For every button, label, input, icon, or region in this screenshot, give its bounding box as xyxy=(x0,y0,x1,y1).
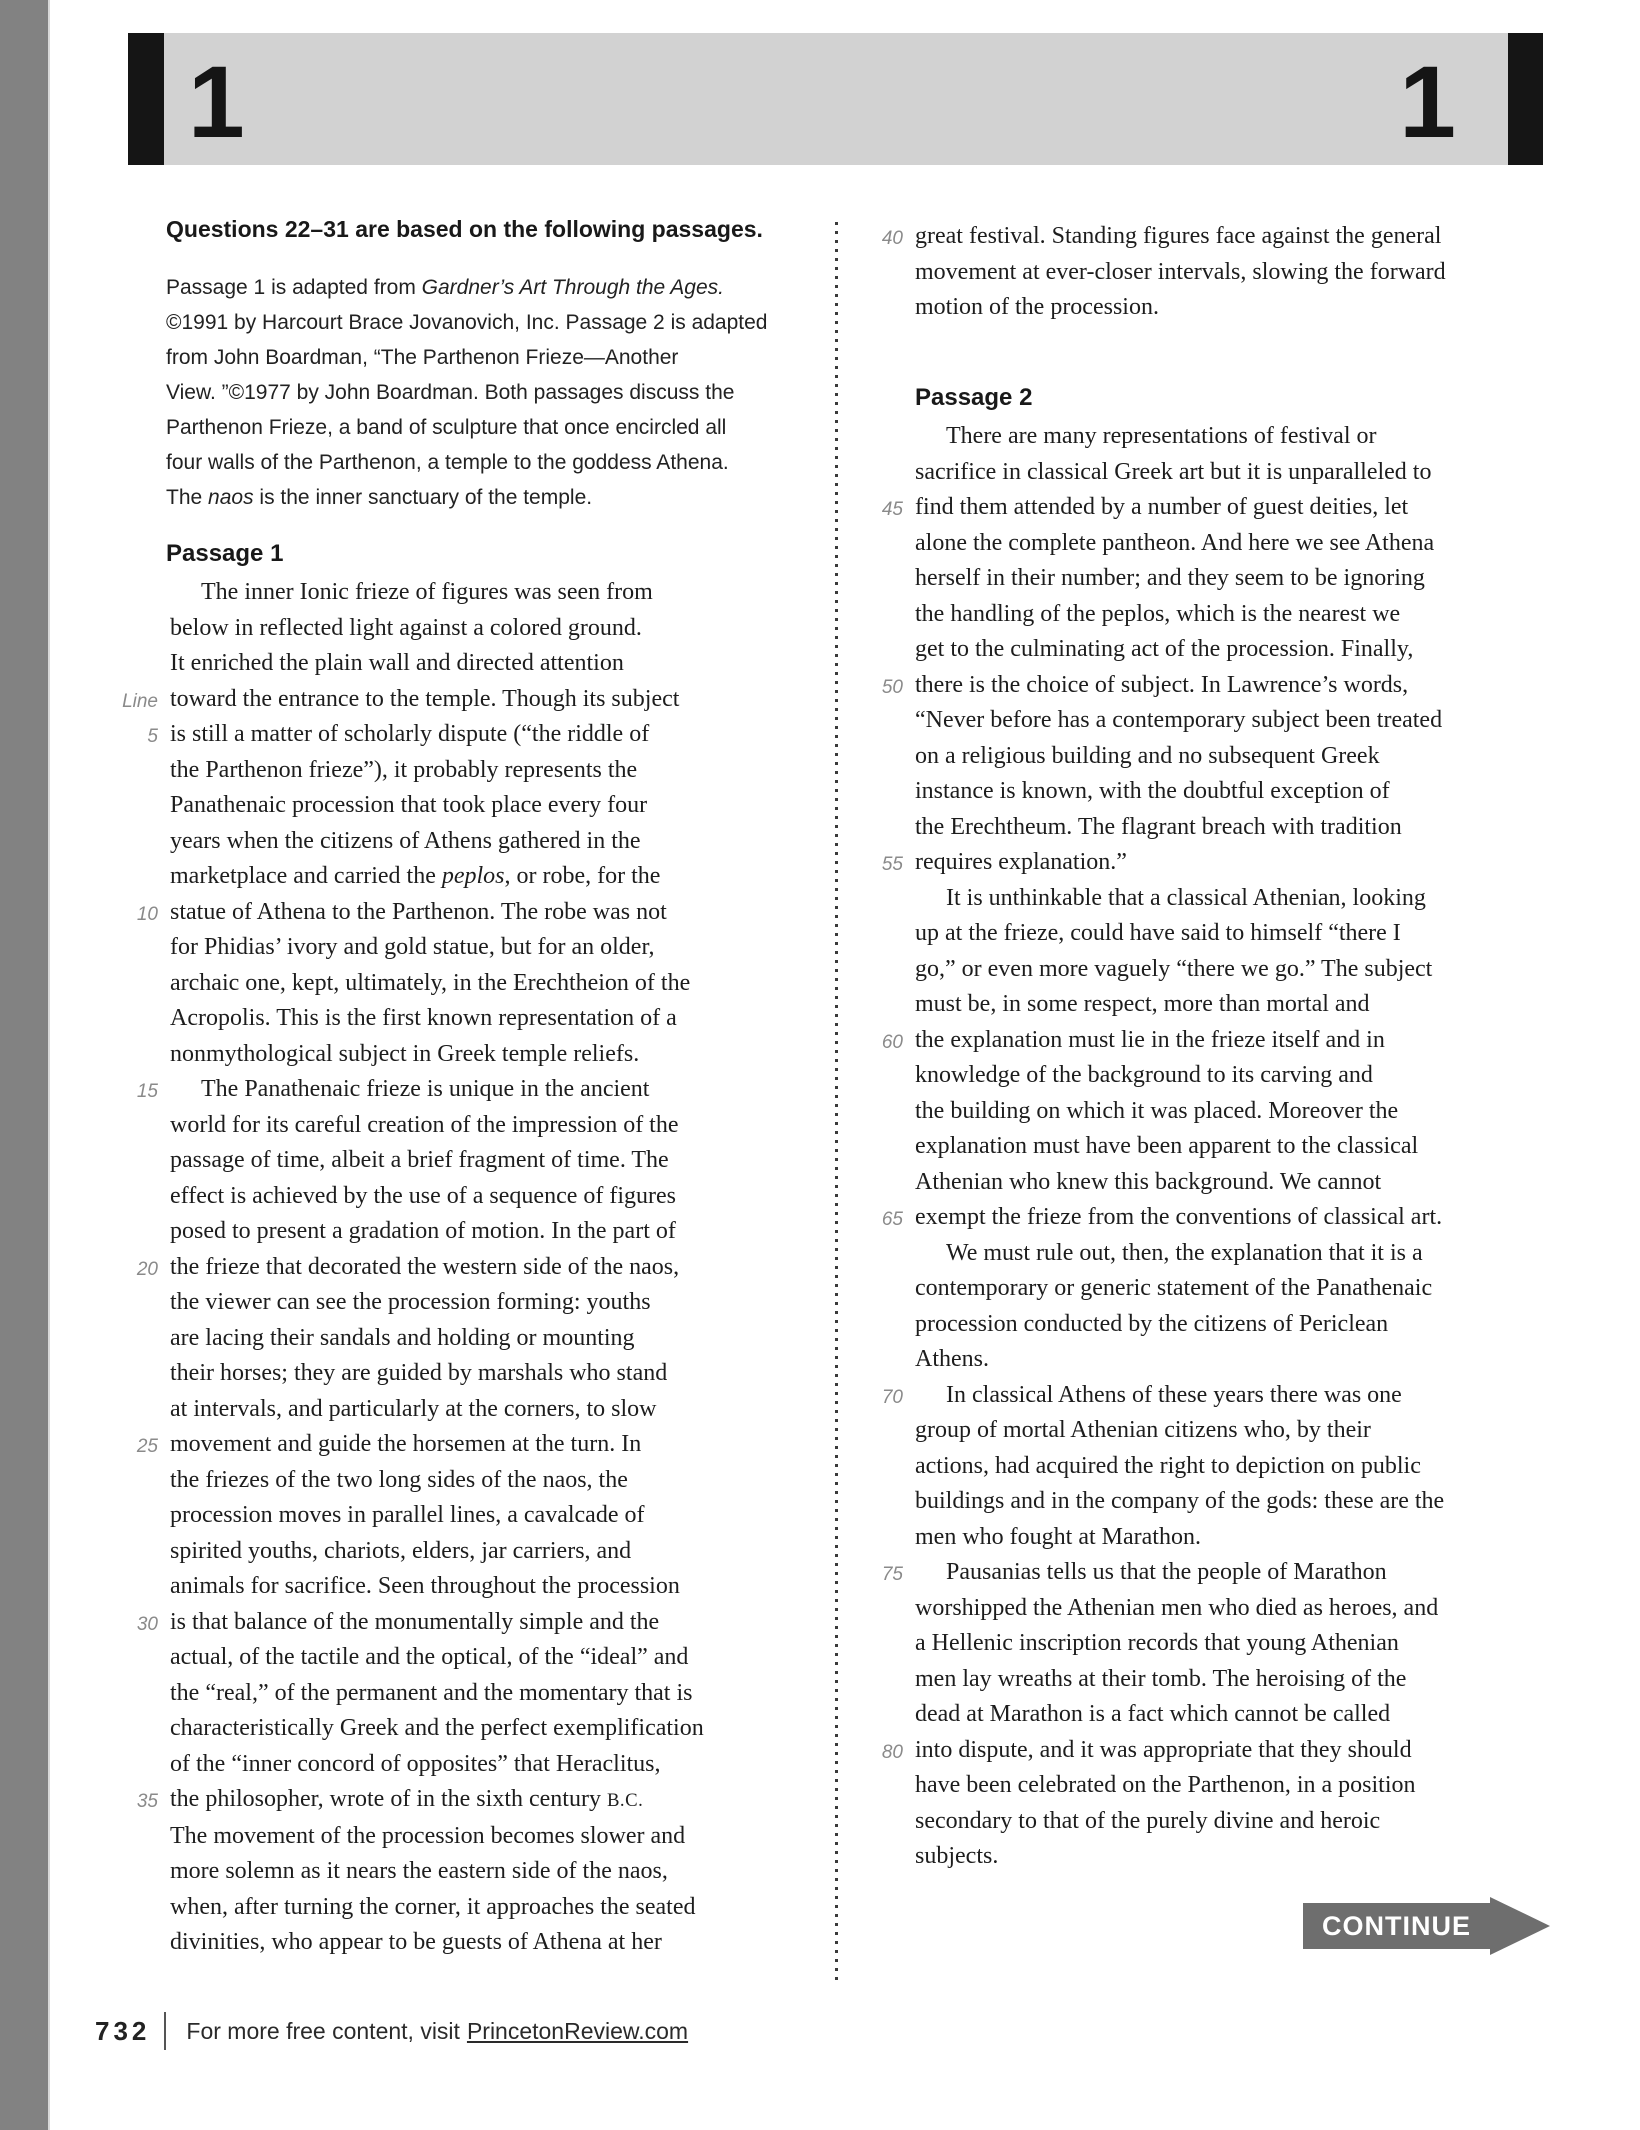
line-text: motion of the procession. xyxy=(915,294,1159,320)
passage-line xyxy=(170,646,788,682)
intro-line: ©1991 by Harcourt Brace Jovanovich, Inc. Passage 2 is adapted xyxy=(166,311,768,334)
line-text: Athenian who knew this background. We cannot xyxy=(915,1168,1382,1195)
passage-line xyxy=(881,668,1555,704)
passage-line xyxy=(915,987,1555,1023)
header-gray-bar xyxy=(164,33,1508,165)
line-text: the handling of the peplos, which is the nearest we xyxy=(915,600,1401,627)
passage-line xyxy=(915,1839,1555,1875)
passage2-title: Passage 2 xyxy=(915,384,1033,411)
passage-line xyxy=(915,1307,1555,1343)
line-text: instance is known, with the doubtful exception of xyxy=(915,778,1390,804)
passage-line xyxy=(915,916,1555,952)
passage-line xyxy=(136,1072,788,1108)
passage-line xyxy=(170,966,788,1002)
line-text: into dispute, and it was appropriate that they should xyxy=(915,1736,1412,1763)
passage-line xyxy=(136,1250,788,1286)
line-text: Pausanias tells us that the people of Marathon xyxy=(946,1559,1387,1585)
line-text: below in reflected light against a colored ground. xyxy=(170,614,642,641)
line-text: the frieze that decorated the western side of the naos, xyxy=(170,1253,680,1280)
passage-line xyxy=(915,597,1555,633)
line-text: at intervals, and particularly at the corners, to slow xyxy=(170,1395,657,1422)
passage-line xyxy=(170,1356,788,1392)
line-text: find them attended by a number of guest deities, let xyxy=(915,494,1409,520)
line-text: It is unthinkable that a classical Athenian, looking xyxy=(946,884,1426,911)
passage-line xyxy=(915,881,1555,917)
line-number: 20 xyxy=(136,1258,158,1280)
passage-line xyxy=(136,895,788,931)
passage-line xyxy=(170,575,788,611)
page-number: 732 xyxy=(95,2015,151,2046)
passage-line xyxy=(915,290,1555,326)
passage-line xyxy=(881,219,1555,255)
line-text: the “real,” of the permanent and the momentary that is xyxy=(170,1679,693,1706)
passage-line xyxy=(915,1697,1555,1733)
line-text: explanation must have been apparent to the classical xyxy=(915,1133,1419,1159)
passage-line xyxy=(170,1498,788,1534)
passage1-continued-text xyxy=(881,219,1555,326)
line-number: 10 xyxy=(136,903,158,925)
line-text: worshipped the Athenian men who died as heroes, and xyxy=(915,1594,1439,1621)
passage-line xyxy=(915,561,1555,597)
line-text: sacrifice in classical Greek art but it is unparalleled to xyxy=(915,458,1432,485)
passage-line xyxy=(915,774,1555,810)
passage-line xyxy=(915,419,1555,455)
passage-line xyxy=(915,526,1555,562)
line-text: go,” or even more vaguely “there we go.” The subject xyxy=(915,955,1433,982)
passage-line xyxy=(170,1037,788,1073)
passage-line xyxy=(170,1640,788,1676)
section-number-right: 1 xyxy=(1399,45,1456,159)
passage-line xyxy=(170,1214,788,1250)
passage-line xyxy=(147,717,788,753)
line-text: the friezes of the two long sides of the naos, the xyxy=(170,1466,628,1493)
line-number: 60 xyxy=(881,1031,903,1053)
passage-introduction xyxy=(166,270,806,515)
line-text: knowledge of the background to its carving and xyxy=(915,1062,1373,1088)
line-text: the Erechtheum. The flagrant breach with tradition xyxy=(915,813,1402,840)
passage-line xyxy=(915,1804,1555,1840)
line-text: The movement of the procession becomes slower and xyxy=(170,1822,686,1849)
line-number: 15 xyxy=(136,1081,158,1102)
line-number: 25 xyxy=(136,1436,158,1457)
line-text: requires explanation.” xyxy=(915,849,1127,875)
passage-line xyxy=(170,1819,788,1855)
line-text: posed to present a gradation of motion. In the part of xyxy=(170,1218,676,1244)
line-text: is still a matter of scholarly dispute (“the riddle of xyxy=(170,721,650,747)
scan-edge-band xyxy=(0,0,48,2130)
passage-line xyxy=(170,788,788,824)
continue-button[interactable] xyxy=(1303,1903,1490,1949)
passage-line xyxy=(170,1001,788,1037)
passage-line xyxy=(170,930,788,966)
line-text: herself in their number; and they seem to be ignoring xyxy=(915,565,1425,591)
footer-link[interactable]: PrincetonReview.com xyxy=(466,2017,689,2044)
passage1-title: Passage 1 xyxy=(166,540,284,567)
passage-line xyxy=(170,1711,788,1747)
line-text: the philosopher, wrote of in the sixth century B.C. xyxy=(170,1786,644,1812)
intro-line: Passage 1 is adapted from Gardner’s Art Through the Ages. xyxy=(166,276,724,299)
passage-line xyxy=(170,1321,788,1357)
line-text: Panathenaic procession that took place every four xyxy=(170,792,648,818)
passage-line xyxy=(170,1854,788,1890)
line-number: 65 xyxy=(881,1209,903,1230)
passage-line xyxy=(881,1555,1555,1591)
line-number: 30 xyxy=(136,1613,158,1635)
line-text: archaic one, kept, ultimately, in the Erechtheion of the xyxy=(170,969,691,996)
line-text: statue of Athena to the Parthenon. The robe was not xyxy=(170,898,667,925)
line-text: movement and guide the horsemen at the turn. In xyxy=(170,1431,642,1457)
passage-line xyxy=(915,1129,1555,1165)
passage-line xyxy=(915,1662,1555,1698)
line-text: are lacing their sandals and holding or mounting xyxy=(170,1324,635,1351)
passage-line xyxy=(915,1271,1555,1307)
line-text: the viewer can see the procession forming: youths xyxy=(170,1289,651,1315)
line-text: of the “inner concord of opposites” that Heraclitus, xyxy=(170,1750,661,1777)
passage-line xyxy=(915,1058,1555,1094)
line-text: buildings and in the company of the gods: these are the xyxy=(915,1488,1445,1514)
line-text: there is the choice of subject. In Lawrence’s words, xyxy=(915,671,1409,698)
line-text: years when the citizens of Athens gathered in the xyxy=(170,827,641,854)
passage-line xyxy=(915,632,1555,668)
passage-line xyxy=(915,810,1555,846)
line-text: characteristically Greek and the perfect exemplification xyxy=(170,1715,704,1741)
passage-line xyxy=(915,455,1555,491)
line-text: more solemn as it nears the eastern side of the naos, xyxy=(170,1858,668,1884)
line-number: 75 xyxy=(881,1564,903,1585)
passage-line xyxy=(170,1108,788,1144)
line-text: up at the frieze, could have said to himself “there I xyxy=(915,920,1401,946)
line-text: the building on which it was placed. Moreover the xyxy=(915,1097,1399,1124)
passage-line xyxy=(170,1463,788,1499)
passage-line xyxy=(170,611,788,647)
passage-line xyxy=(170,859,788,895)
section-number-left: 1 xyxy=(188,45,245,159)
line-text: We must rule out, then, the explanation that it is a xyxy=(946,1239,1423,1266)
passage-line xyxy=(170,753,788,789)
passage-line xyxy=(170,1925,788,1961)
passage-line xyxy=(915,255,1555,291)
passage-line xyxy=(170,824,788,860)
line-text: divinities, who appear to be guests of Athena at her xyxy=(170,1929,662,1955)
line-text: There are many representations of festival or xyxy=(946,423,1377,449)
line-text: The Panathenaic frieze is unique in the ancient xyxy=(201,1076,650,1102)
line-number: Line xyxy=(122,690,158,712)
line-text: Athens. xyxy=(915,1346,989,1372)
intro-line: Parthenon Frieze, a band of sculpture that once encircled all xyxy=(166,416,727,439)
passage-line xyxy=(915,739,1555,775)
header-left-black-tab xyxy=(128,33,164,165)
line-text: contemporary or generic statement of the Panathenaic xyxy=(915,1275,1433,1301)
line-text: nonmythological subject in Greek temple reliefs. xyxy=(170,1040,640,1067)
line-text: great festival. Standing figures face against the general xyxy=(915,223,1442,249)
line-text: is that balance of the monumentally simple and the xyxy=(170,1608,660,1635)
line-text: actual, of the tactile and the optical, of the “ideal” and xyxy=(170,1644,689,1670)
line-text: toward the entrance to the temple. Though its subject xyxy=(170,685,680,712)
passage-line xyxy=(915,952,1555,988)
intro-line: The naos is the inner sanctuary of the temple. xyxy=(166,486,593,509)
line-number: 45 xyxy=(881,499,903,520)
passage-line xyxy=(915,1342,1555,1378)
passage-line xyxy=(915,1768,1555,1804)
passage-line xyxy=(136,1782,788,1819)
column-divider xyxy=(835,222,838,1985)
passage-line xyxy=(170,1179,788,1215)
line-text: animals for sacrifice. Seen throughout the procession xyxy=(170,1573,680,1599)
passage-line xyxy=(136,1605,788,1641)
line-number: 35 xyxy=(136,1791,158,1812)
continue-arrow-icon xyxy=(1490,1897,1550,1955)
passage2-text xyxy=(881,419,1555,1875)
scan-edge-line xyxy=(48,0,50,2130)
line-text: their horses; they are guided by marshals who stand xyxy=(170,1360,668,1386)
passage-line xyxy=(170,1285,788,1321)
line-text: a Hellenic inscription records that young Athenian xyxy=(915,1630,1399,1656)
footer-text: For more free content, visit xyxy=(186,2017,460,2044)
line-text: get to the culminating act of the procession. Finally, xyxy=(915,636,1414,662)
line-text: “Never before has a contemporary subject been treated xyxy=(915,707,1443,733)
line-number: 5 xyxy=(147,726,158,747)
passage-line xyxy=(881,1378,1555,1414)
line-text: group of mortal Athenian citizens who, by their xyxy=(915,1417,1371,1443)
intro-line: View. ”©1977 by John Boardman. Both passages discuss the xyxy=(166,381,735,404)
passage-line xyxy=(915,1449,1555,1485)
passage-line xyxy=(915,1236,1555,1272)
passage-line xyxy=(881,1023,1555,1059)
passage-line xyxy=(881,490,1555,526)
line-text: men lay wreaths at their tomb. The heroising of the xyxy=(915,1665,1407,1692)
line-text: procession conducted by the citizens of Periclean xyxy=(915,1310,1389,1337)
passage-line xyxy=(881,1733,1555,1769)
passage-line xyxy=(170,1676,788,1712)
line-text: have been celebrated on the Parthenon, in a position xyxy=(915,1772,1416,1798)
line-text: Acropolis. This is the first known representation of a xyxy=(170,1005,677,1031)
passage-line xyxy=(170,1747,788,1783)
line-number: 70 xyxy=(881,1386,903,1408)
passage-line xyxy=(915,1591,1555,1627)
passage-line xyxy=(915,1413,1555,1449)
line-text: the Parthenon frieze”), it probably represents the xyxy=(170,756,638,783)
passage-line xyxy=(915,1484,1555,1520)
line-text: exempt the frieze from the conventions of classical art. xyxy=(915,1204,1443,1230)
line-text: the explanation must lie in the frieze itself and in xyxy=(915,1026,1385,1053)
line-text: world for its careful creation of the impression of the xyxy=(170,1111,679,1138)
page-footer xyxy=(95,2012,688,2050)
intro-line: four walls of the Parthenon, a temple to the goddess Athena. xyxy=(166,451,729,474)
line-text: subjects. xyxy=(915,1843,999,1869)
passage-line xyxy=(170,1890,788,1926)
line-text: marketplace and carried the peplos, or robe, for the xyxy=(170,863,661,889)
passage-line xyxy=(915,1520,1555,1556)
passage-line xyxy=(915,1165,1555,1201)
line-text: procession moves in parallel lines, a cavalcade of xyxy=(170,1502,645,1528)
header-right-black-tab xyxy=(1508,33,1543,165)
line-text: The inner Ionic frieze of figures was seen from xyxy=(201,579,653,605)
passage-line xyxy=(170,1143,788,1179)
line-text: alone the complete pantheon. And here we see Athena xyxy=(915,529,1435,556)
intro-line: from John Boardman, “The Parthenon Frieze—Another xyxy=(166,346,679,369)
line-text: for Phidias’ ivory and gold statue, but for an older, xyxy=(170,934,655,960)
line-number: 55 xyxy=(881,854,903,875)
passage-line xyxy=(122,682,788,718)
line-text: spirited youths, chariots, elders, jar carriers, and xyxy=(170,1537,632,1564)
line-text: when, after turning the corner, it approaches the seated xyxy=(170,1893,696,1920)
line-text: must be, in some respect, more than mortal and xyxy=(915,991,1370,1017)
line-number: 80 xyxy=(881,1741,903,1763)
passage-line xyxy=(170,1534,788,1570)
continue-label: CONTINUE xyxy=(1322,1910,1471,1941)
line-text: men who fought at Marathon. xyxy=(915,1523,1201,1550)
line-number: 40 xyxy=(881,228,903,249)
passage1-text xyxy=(122,575,788,1961)
line-text: In classical Athens of these years there was one xyxy=(946,1381,1402,1408)
question-range-heading: Questions 22–31 are based on the following passages. xyxy=(166,216,763,242)
passage-line xyxy=(170,1392,788,1428)
line-text: effect is achieved by the use of a sequence of figures xyxy=(170,1182,677,1209)
line-text: secondary to that of the purely divine and heroic xyxy=(915,1807,1381,1834)
line-text: on a religious building and no subsequent Greek xyxy=(915,742,1380,769)
passage-line xyxy=(915,1094,1555,1130)
line-text: dead at Marathon is a fact which cannot be called xyxy=(915,1701,1391,1727)
line-text: It enriched the plain wall and directed attention xyxy=(170,650,624,676)
line-text: actions, had acquired the right to depiction on public xyxy=(915,1452,1421,1479)
passage-line xyxy=(881,845,1555,881)
passage-line xyxy=(136,1427,788,1463)
line-number: 50 xyxy=(881,676,903,698)
line-text: passage of time, albeit a brief fragment of time. The xyxy=(170,1147,669,1173)
passage-line xyxy=(170,1569,788,1605)
passage-line xyxy=(915,703,1555,739)
footer-divider xyxy=(164,2012,166,2050)
passage-line xyxy=(915,1626,1555,1662)
line-text: movement at ever-closer intervals, slowing the forward xyxy=(915,258,1446,285)
passage-line xyxy=(881,1200,1555,1236)
